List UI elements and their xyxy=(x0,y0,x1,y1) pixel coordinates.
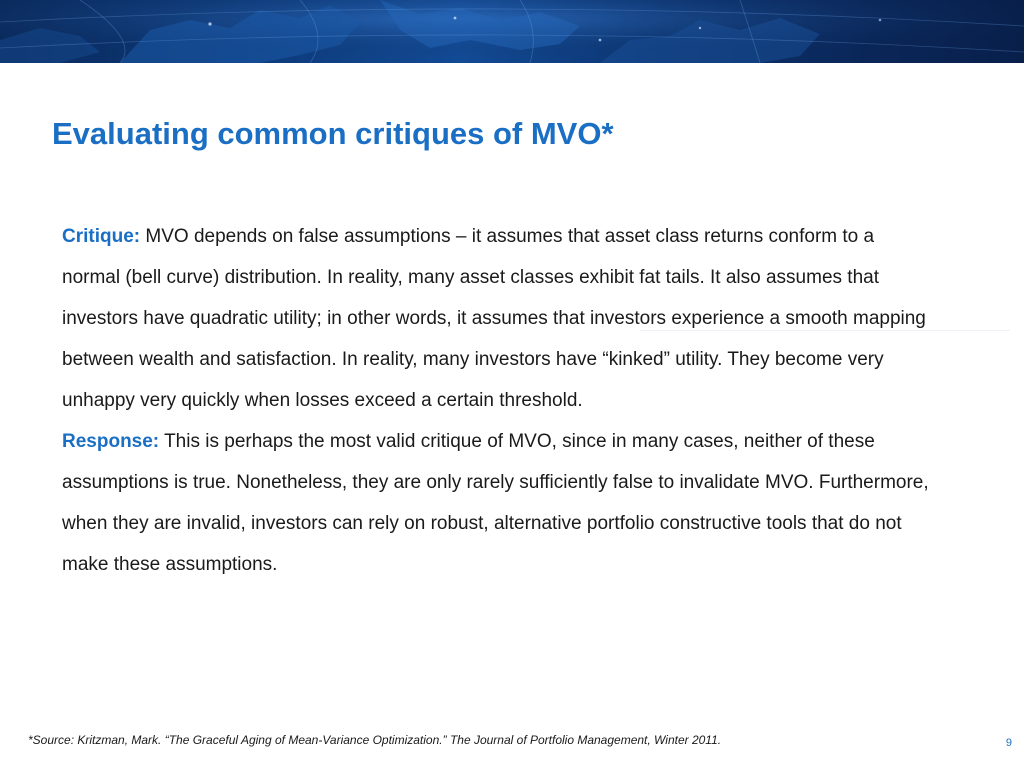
critique-paragraph xyxy=(62,216,932,421)
source-footnote: *Source: Kritzman, Mark. “The Graceful Aging of Mean-Variance Optimization.” The Journal of Portfolio Management, Winter 2011. xyxy=(28,733,722,747)
response-paragraph xyxy=(62,421,932,585)
response-label: Response: xyxy=(62,431,160,452)
critique-label: Critique: xyxy=(62,226,141,247)
slide-body xyxy=(62,216,932,585)
response-text: This is perhaps the most valid critique of MVO, since in many cases, neither of these assumptions is true. Nonetheless, they are only rarely sufficiently false to invalidate MVO. Furthermore, when they are invalid, investors can rely on robust, alternative portfolio constructive tools that do not make these assumptions. xyxy=(62,431,929,575)
critique-text: MVO depends on false assumptions – it assumes that asset class returns conform to a normal (bell curve) distribution. In reality, many asset classes exhibit fat tails. It also assumes that investors have quadratic utility; in other words, it assumes that investors experience a smooth mapping between wealth and satisfaction. In reality, many investors have “kinked” utility. They become very unhappy very quickly when losses exceed a certain threshold. xyxy=(62,226,926,411)
page-number: 9 xyxy=(1005,737,1012,749)
map-banner-graphic xyxy=(0,0,1024,63)
header-banner-image xyxy=(0,0,1024,63)
slide-title: Evaluating common critiques of MVO* xyxy=(52,116,614,151)
